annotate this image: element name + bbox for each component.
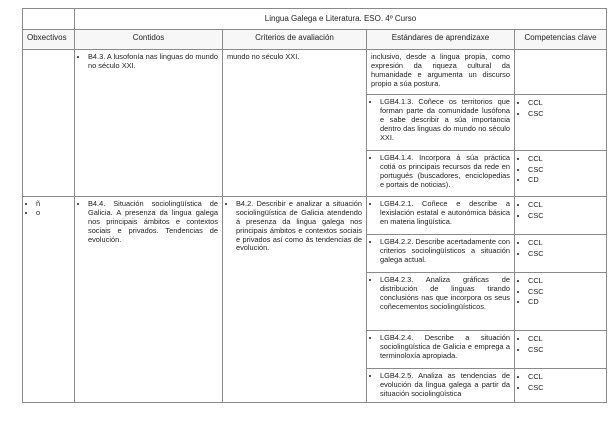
header-criterios: Criterios de avaliación	[223, 30, 367, 50]
competencia-item: • CCL	[528, 334, 602, 345]
obxectivos-cell	[23, 197, 75, 403]
competencias-cell	[515, 331, 607, 369]
contido-item: • B4.4. Situación sociolingüística de Galicia. A presenza da lingua galega nos principais ámbitos e contextos sociais e privados. Tendencias de evolución.	[88, 200, 218, 244]
criterio-cell	[223, 197, 367, 403]
header-competencias: Competencias clave	[515, 30, 607, 50]
competencia-item: • CSC	[528, 345, 602, 356]
standard-cell	[367, 235, 515, 273]
standard-text: • LGB4.2.3. Analiza gráficas de distribución de linguas tirando conclusións nas que incorpora os seus coñecementos sociolingüísticos.	[380, 276, 510, 312]
standard-text: • LGB4.1.3. Coñece os territorios que forman parte da comunidade lusófona e sabe describir a súa importancia dentro das linguas do mundo no século XXI.	[380, 98, 510, 142]
standard-cell	[367, 50, 515, 95]
table-corner	[23, 9, 75, 30]
competencia-item: • CSC	[528, 249, 602, 260]
competencia-item: • CCL	[528, 372, 602, 383]
criterio-cell	[223, 50, 367, 197]
table-title: Lingua Galega e Literatura. ESO. 4º Curso	[75, 9, 607, 30]
competencia-item: • CCL	[528, 276, 602, 287]
standard-text: • LGB4.1.4. Incorpora á súa práctica cotiá os principais recursos da rede en portugués (buscadores, enciclopedias e portais de noticias).	[380, 154, 510, 190]
standard-text: • LGB4.2.2. Describe acertadamente con criterios sociolingüísticos a situación galega actual.	[380, 238, 510, 265]
competencias-cell	[515, 273, 607, 331]
criterio-item: • B4.2. Describir e analizar a situación sociolingüística de Galicia atendendo á presenza da lingua galega nos principais ámbitos e contextos sociais e privados así como ás tendencias de evolución.	[236, 200, 362, 253]
competencia-item: • CCL	[528, 154, 602, 165]
competencias-cell	[515, 369, 607, 403]
standard-cell	[367, 273, 515, 331]
standard-text: • LGB4.2.5. Analiza as tendencias de evolución da lingua galega a partir da situación sociolingüística	[380, 372, 510, 399]
standard-cell	[367, 369, 515, 403]
standard-text: • LGB4.2.4. Describe a situación sociolingüística de Galicia e emprega a terminoloxía apropiada.	[380, 334, 510, 361]
competencia-item: • CSC	[528, 165, 602, 176]
competencias-cell	[515, 95, 607, 151]
obxectivo-item: • o	[36, 209, 70, 218]
competencia-item: • CSC	[528, 383, 602, 394]
competencia-item: • CCL	[528, 200, 602, 211]
competencias-cell	[515, 197, 607, 235]
obxectivos-cell	[23, 50, 75, 197]
competencias-cell	[515, 235, 607, 273]
standard-text: • LGB4.2.1. Coñece e describe a lexislación estatal e autonómica básica en materia lingüística.	[380, 200, 510, 227]
standard-cell	[367, 151, 515, 197]
competencia-item: • CSC	[528, 211, 602, 222]
header-obxectivos: Obxectivos	[23, 30, 75, 50]
standard-cell	[367, 95, 515, 151]
competencia-item: • CCL	[528, 98, 602, 109]
header-contidos: Contidos	[75, 30, 223, 50]
contido-cell	[75, 197, 223, 403]
competencias-cell	[515, 50, 607, 95]
contido-cell	[75, 50, 223, 197]
competencia-item: • CD	[528, 297, 602, 308]
standard-cell	[367, 197, 515, 235]
criterio-text: mundo no século XXI.	[227, 52, 300, 61]
competencia-item: • CSC	[528, 287, 602, 298]
competencia-item: • CSC	[528, 109, 602, 120]
competencias-cell	[515, 151, 607, 197]
curriculum-table	[22, 8, 607, 403]
competencia-item: • CD	[528, 175, 602, 186]
header-estandares: Estándares de aprendizaxe	[367, 30, 515, 50]
obxectivo-item: • ñ	[36, 200, 70, 209]
standard-cell	[367, 331, 515, 369]
standard-text: inclusivo, desde a lingua propia, como expresión da riqueza cultural da humanidade e argumenta un discurso propio a súa postura.	[371, 52, 510, 88]
contido-item: • B4.3. A lusofonía nas linguas do mundo no século XXI.	[88, 53, 218, 71]
competencia-item: • CCL	[528, 238, 602, 249]
